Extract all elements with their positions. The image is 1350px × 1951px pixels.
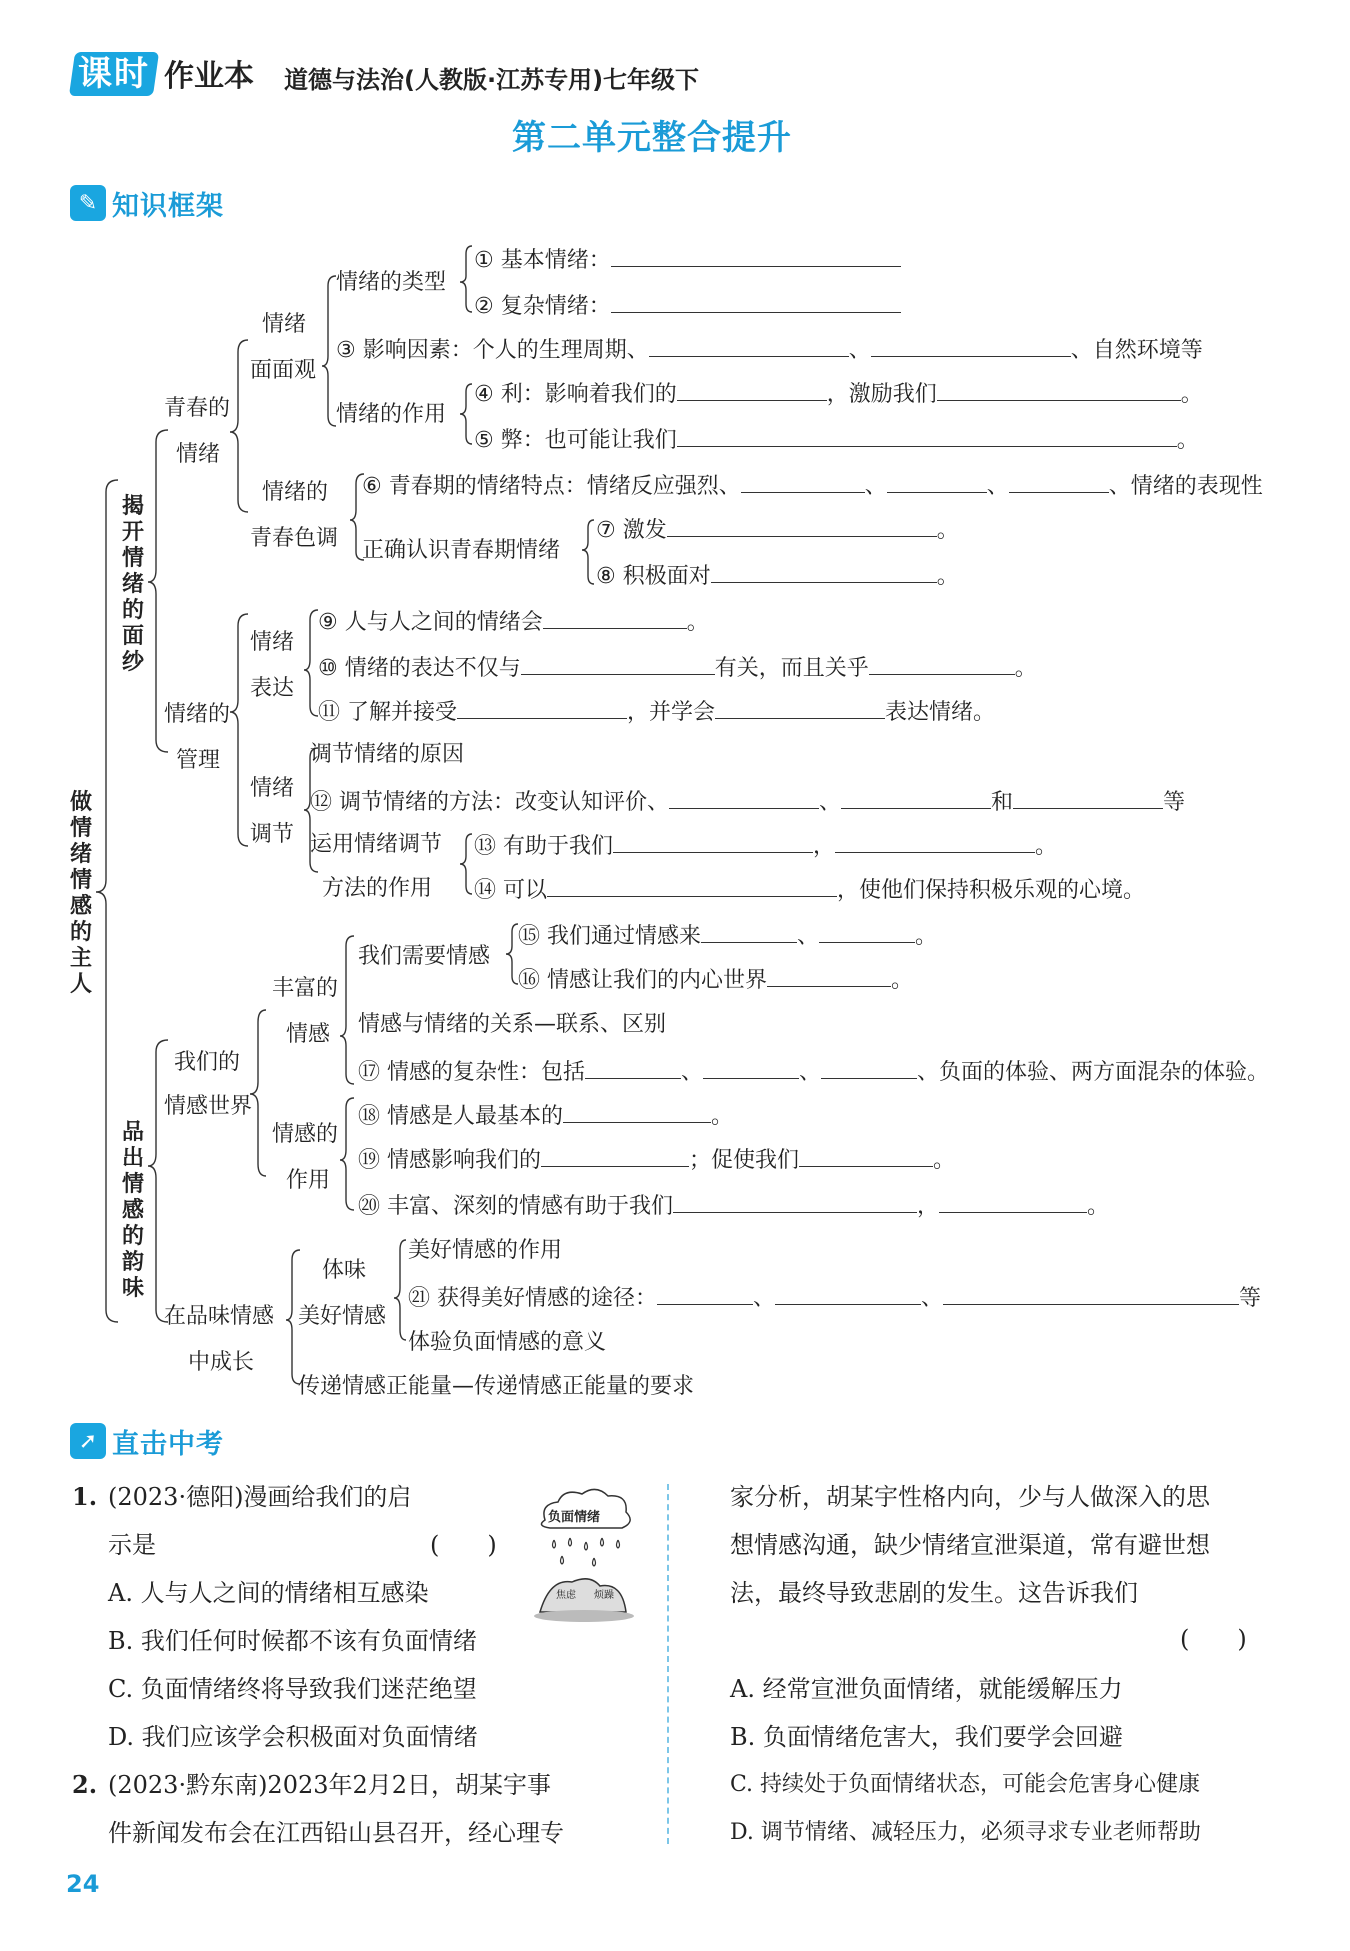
answer-blank[interactable] bbox=[611, 292, 901, 313]
node-tiaojie-2: 调节 bbox=[250, 822, 295, 847]
node-leixing: 情绪的类型 bbox=[336, 270, 447, 295]
node-xuyao: 我们需要情感 bbox=[358, 944, 491, 969]
q2-option-b[interactable]: B. 负面情绪危害大，我们要学会回避 bbox=[730, 1723, 1123, 1751]
node-fumian: 体验负面情感的意义 bbox=[408, 1330, 607, 1355]
item-18: ⑱ 情感是人最基本的 。 bbox=[358, 1104, 734, 1129]
q1-option-d[interactable]: D. 我们应该学会积极面对负面情绪 bbox=[108, 1723, 478, 1751]
answer-blank[interactable] bbox=[937, 380, 1181, 401]
answer-blank[interactable] bbox=[1009, 472, 1109, 493]
answer-blank[interactable] bbox=[677, 380, 827, 401]
node-biaoda-2: 表达 bbox=[250, 676, 295, 701]
q2-answer-paren[interactable]: ( ) bbox=[1180, 1625, 1247, 1653]
item-1: ① 基本情绪： bbox=[474, 246, 901, 274]
answer-blank[interactable] bbox=[715, 698, 885, 719]
cartoon-cloud-label: 负面情绪 bbox=[548, 1510, 601, 1525]
answer-blank[interactable] bbox=[821, 1058, 917, 1079]
node-guanxi: 情感与情绪的关系—联系、区别 bbox=[358, 1012, 667, 1037]
item-11: ⑪ 了解并接受 ，并学会 表达情绪。 bbox=[318, 700, 996, 725]
answer-blank[interactable] bbox=[541, 1146, 689, 1167]
brand-logo-text: 课时 bbox=[78, 54, 150, 94]
item-13: ⑬ 有助于我们 ， 。 bbox=[474, 834, 1058, 859]
node-gzy-2: 作用 bbox=[286, 1168, 331, 1193]
node-shijie-2: 情感世界 bbox=[164, 1094, 253, 1119]
q2-number: 2. bbox=[72, 1770, 98, 1799]
node-zhengque: 正确认识青春期情绪 bbox=[362, 538, 561, 563]
q1-cartoon bbox=[530, 1482, 640, 1632]
item-2: ② 复杂情绪： bbox=[474, 292, 901, 320]
mindmap-root: 做情绪情感的主人 bbox=[69, 790, 92, 997]
node-qingchun-2: 情绪 bbox=[176, 442, 221, 467]
q2-option-d[interactable]: D. 调节情绪、减轻压力，必须寻求专业老师帮助 bbox=[730, 1820, 1201, 1845]
item-17: ⑰ 情感的复杂性：包括 、 、 、负面的体验、两方面混杂的体验。 bbox=[358, 1060, 1270, 1085]
exam-title: 直击中考 bbox=[112, 1428, 224, 1460]
node-mmg-2: 面面观 bbox=[250, 358, 317, 383]
answer-blank[interactable] bbox=[669, 788, 819, 809]
answer-blank[interactable] bbox=[819, 922, 915, 943]
item-15: ⑮ 我们通过情感来 、 。 bbox=[518, 924, 938, 949]
item-12: ⑫ 调节情绪的方法：改变认知评价、 、 和 等 bbox=[310, 790, 1186, 815]
node-qingchun-1: 青春的 bbox=[164, 396, 231, 421]
answer-blank[interactable] bbox=[775, 1284, 921, 1305]
item-16: ⑯ 情感让我们的内心世界 。 bbox=[518, 968, 914, 993]
answer-blank[interactable] bbox=[943, 1284, 1239, 1305]
answer-blank[interactable] bbox=[871, 336, 1071, 357]
cartoon-label-a: 焦虑 bbox=[556, 1590, 576, 1601]
q1-option-a[interactable]: A. 人与人之间的情绪相互感染 bbox=[108, 1579, 429, 1607]
page-title: 第二单元整合提升 bbox=[512, 118, 792, 158]
item-4: ④ 利：影响着我们的 ，激励我们 。 bbox=[474, 382, 1203, 407]
q1-stem-2: 示是 bbox=[108, 1531, 156, 1559]
node-gzy-1: 情感的 bbox=[272, 1122, 339, 1147]
q2-option-c[interactable]: C. 持续处于负面情绪状态，可能会危害身心健康 bbox=[730, 1772, 1201, 1797]
q2-option-a[interactable]: A. 经常宣泄负面情绪，就能缓解压力 bbox=[730, 1675, 1123, 1703]
item-19: ⑲ 情感影响我们的 ；促使我们 。 bbox=[358, 1148, 956, 1173]
node-mmg-1: 情绪 bbox=[262, 312, 307, 337]
answer-blank[interactable] bbox=[741, 472, 865, 493]
mindmap-branch-2: 品出情感的韵味 bbox=[121, 1120, 144, 1301]
node-tiaojie-1: 情绪 bbox=[250, 776, 295, 801]
node-yuanyin: 调节情绪的原因 bbox=[310, 742, 465, 767]
framework-heading bbox=[70, 184, 224, 222]
answer-blank[interactable] bbox=[1013, 788, 1163, 809]
brand-logo-sub: 作业本 bbox=[164, 59, 254, 94]
item-6: ⑥ 青春期的情绪特点：情绪反应强烈、 、 、 、情绪的表现性 bbox=[362, 474, 1263, 499]
node-yunyong-2: 方法的作用 bbox=[322, 876, 433, 901]
item-14: ⑭ 可以 ，使他们保持积极乐观的心境。 bbox=[474, 878, 1146, 903]
item-21: ㉑ 获得美好情感的途径： 、 、 等 bbox=[408, 1286, 1262, 1311]
node-pinwei-2: 中成长 bbox=[188, 1350, 255, 1375]
answer-blank[interactable] bbox=[649, 336, 849, 357]
item-9: ⑨ 人与人之间的情绪会 。 bbox=[318, 610, 709, 635]
q1-number: 1. bbox=[72, 1482, 98, 1511]
answer-blank[interactable] bbox=[799, 1146, 933, 1167]
q1-option-b[interactable]: B. 我们任何时候都不该有负面情绪 bbox=[108, 1627, 477, 1655]
item-3: ③ 影响因素：个人的生理周期、 、 、自然环境等 bbox=[336, 338, 1203, 363]
mindmap-branch-1: 揭开情绪的面纱 bbox=[121, 494, 144, 675]
answer-blank[interactable] bbox=[547, 876, 837, 897]
answer-blank[interactable] bbox=[939, 1192, 1087, 1213]
node-zuoyong: 情绪的作用 bbox=[336, 402, 447, 427]
exam-heading bbox=[70, 1422, 224, 1460]
q2-line-5: 法，最终导致悲剧的发生。这告诉我们 bbox=[730, 1579, 1138, 1607]
q1-stem-1: (2023·德阳)漫画给我们的启 bbox=[108, 1483, 412, 1511]
answer-blank[interactable] bbox=[887, 472, 987, 493]
node-meihao: 美好情感的作用 bbox=[408, 1238, 563, 1263]
item-10: ⑩ 情绪的表达不仅与 有关，而且关乎 。 bbox=[318, 656, 1037, 681]
page-number: 24 bbox=[66, 1870, 100, 1898]
answer-blank[interactable] bbox=[835, 832, 1035, 853]
q2-line-2: 件新闻发布会在江西铅山县召开，经心理专 bbox=[108, 1819, 564, 1847]
book-subject: 道德与法治(人教版·江苏专用)七年级下 bbox=[284, 66, 700, 94]
answer-blank[interactable] bbox=[701, 922, 797, 943]
q1-answer-paren[interactable]: ( ) bbox=[430, 1531, 497, 1559]
item-7: ⑦ 激发 。 bbox=[596, 518, 959, 543]
answer-blank[interactable] bbox=[703, 1058, 799, 1079]
answer-blank[interactable] bbox=[711, 562, 937, 583]
node-chuandi: 传递情感正能量—传递情感正能量的要求 bbox=[298, 1374, 695, 1399]
answer-blank[interactable] bbox=[457, 698, 627, 719]
item-20: ⑳ 丰富、深刻的情感有助于我们 ， 。 bbox=[358, 1194, 1110, 1219]
answer-blank[interactable] bbox=[673, 1192, 917, 1213]
answer-blank[interactable] bbox=[657, 1284, 753, 1305]
cartoon-label-b: 烦躁 bbox=[594, 1590, 614, 1601]
node-pinwei-1: 在品味情感 bbox=[164, 1304, 275, 1329]
q1-option-c[interactable]: C. 负面情绪终将导致我们迷茫绝望 bbox=[108, 1675, 477, 1703]
column-divider bbox=[667, 1484, 669, 1844]
answer-blank[interactable] bbox=[613, 832, 813, 853]
answer-blank[interactable] bbox=[677, 426, 1177, 447]
answer-blank[interactable] bbox=[869, 654, 1015, 675]
item-5: ⑤ 弊：也可能让我们 。 bbox=[474, 428, 1199, 453]
node-sediao-2: 青春色调 bbox=[250, 526, 339, 551]
answer-blank[interactable] bbox=[767, 966, 891, 987]
node-guanli-2: 管理 bbox=[176, 748, 221, 773]
q2-line-1: (2023·黔东南)2023年2月2日，胡某宇事 bbox=[108, 1771, 552, 1799]
runner-icon: ➚ bbox=[70, 1423, 106, 1459]
q2-line-3: 家分析，胡某宇性格内向，少与人做深入的思 bbox=[730, 1483, 1210, 1511]
item-8: ⑧ 积极面对 。 bbox=[596, 564, 959, 589]
answer-blank[interactable] bbox=[667, 516, 937, 537]
node-tiwei-1: 体味 bbox=[322, 1258, 367, 1283]
node-tiwei-2: 美好情感 bbox=[298, 1304, 387, 1329]
answer-blank[interactable] bbox=[521, 654, 715, 675]
puzzle-icon: ✎ bbox=[70, 185, 106, 221]
node-biaoda-1: 情绪 bbox=[250, 630, 295, 655]
answer-blank[interactable] bbox=[543, 608, 687, 629]
q2-line-4: 想情感沟通，缺少情绪宣泄渠道，常有避世想 bbox=[730, 1531, 1210, 1559]
node-fengfu-2: 情感 bbox=[286, 1022, 331, 1047]
framework-title: 知识框架 bbox=[112, 190, 224, 222]
answer-blank[interactable] bbox=[563, 1102, 711, 1123]
answer-blank[interactable] bbox=[841, 788, 991, 809]
node-yunyong-1: 运用情绪调节 bbox=[310, 832, 443, 857]
node-guanli-1: 情绪的 bbox=[164, 702, 231, 727]
cartoon-illustration bbox=[530, 1482, 640, 1632]
node-sediao-1: 情绪的 bbox=[262, 480, 329, 505]
answer-blank[interactable] bbox=[585, 1058, 681, 1079]
node-shijie-1: 我们的 bbox=[174, 1050, 241, 1075]
answer-blank[interactable] bbox=[611, 246, 901, 267]
node-fengfu-1: 丰富的 bbox=[272, 976, 339, 1001]
